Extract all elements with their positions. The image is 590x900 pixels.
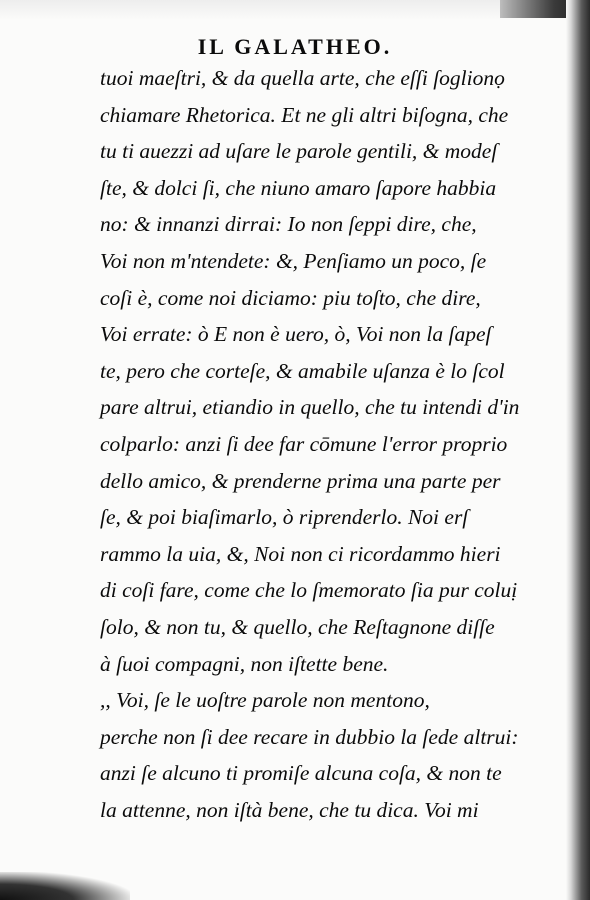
text-line: tu ti auezzi ad uſare le parole gentili, & modeſ: [100, 139, 498, 164]
text-line: ,, Voi, ſe le uoſtre parole non mentono,: [100, 688, 430, 713]
text-line: no: & innanzi dirrai: Io non ſeppi dire, che,: [100, 212, 477, 237]
text-line: ſte, & dolci ſi, che niuno amaro ſapore habbia: [100, 175, 497, 200]
text-line: anzi ſe alcuno ti promiſe alcuna coſa, & non te: [100, 761, 502, 786]
scan-shadow-bottom-left: [0, 872, 130, 900]
text-line: dello amico, & prenderne prima una parte per: [100, 468, 501, 493]
text-line: perche non ſi dee recare in dubbio la ſede altrui:: [100, 724, 519, 749]
text-line: Voi non m'ntendete: &, Penſiamo un poco, ſe: [100, 248, 487, 273]
text-line: ſolo, & non tu, & quello, che Reſtagnone diſſe: [100, 614, 495, 639]
scan-binding-edge-right: [566, 0, 590, 900]
body-text: [100, 60, 540, 828]
text-line: colparlo: anzi ſi dee far cōmune l'error proprio: [100, 431, 508, 456]
text-line: coſi è, come noi diciamo: piu toſto, che dire,: [100, 285, 481, 310]
text-line: à ſuoi compagni, non iſtette bene.: [100, 651, 389, 676]
text-line: rammo la uia, &, Noi non ci ricordammo hieri: [100, 541, 501, 566]
text-line: di coſi fare, come che lo ſmemorato ſia pur coluị: [100, 578, 518, 603]
text-line: te, pero che corteſe, & amabile uſanza è lo ſcol: [100, 358, 505, 383]
running-head: IL GALATHEO.: [197, 34, 393, 59]
text-line: chiamare Rhetorica. Et ne gli altri biſogna, che: [100, 102, 509, 127]
text-line: tuoi maeſtri, & da quella arte, che eſſi ſoglionọ: [100, 66, 505, 90]
text-line: ſe, & poi biaſimarlo, ò riprenderlo. Noi erſ: [100, 505, 469, 530]
text-line: la attenne, non iſtà bene, che tu dica. Voi mi: [100, 797, 479, 822]
text-line: Voi errate: ò E non è uero, ò, Voi non la ſapeſ: [100, 322, 492, 347]
text-line: pare altrui, etiandio in quello, che tu intendi d'in: [100, 395, 520, 420]
